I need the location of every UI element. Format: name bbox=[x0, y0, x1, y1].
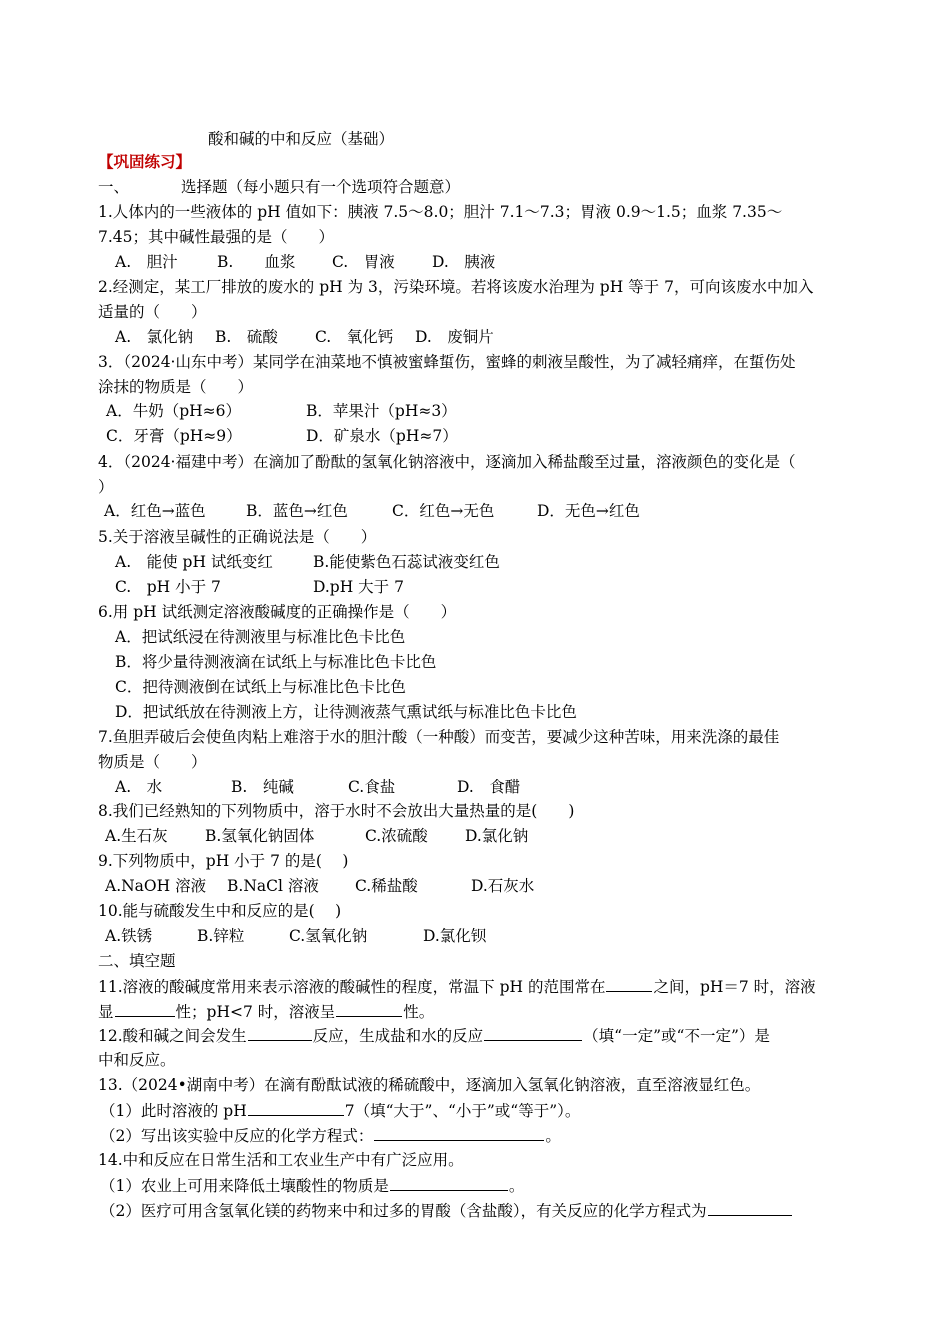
q14-sub1-text-b: 。 bbox=[508, 1177, 525, 1195]
q9-options bbox=[105, 875, 534, 897]
q14-sub1-text-a: （1）农业上可用来降低土壤酸性的物质是 bbox=[100, 1177, 389, 1195]
q14-sub1 bbox=[100, 1174, 524, 1197]
q11-text-e: 性。 bbox=[403, 1003, 435, 1021]
q3-option-a: A．牛奶（pH≈6） bbox=[106, 402, 241, 420]
q1-option-a: A. 胆汁 bbox=[115, 253, 178, 271]
part1-heading bbox=[98, 176, 460, 198]
q14-blank-substance[interactable] bbox=[390, 1174, 508, 1191]
q5-option-c: C. pH 小于 7 bbox=[115, 578, 221, 596]
q9-option-d: D.石灰水 bbox=[471, 877, 535, 895]
q2-line1: 2.经测定，某工厂排放的废水的 pH 为 3，污染环境。若将该废水治理为 pH 等于 7，可向该废水中加入 bbox=[98, 278, 814, 296]
q7-line2: 物质是（ ） bbox=[98, 753, 207, 771]
q5-option-a: A. 能使 pH 试纸变红 bbox=[115, 553, 273, 571]
q6-option-a: A．把试纸浸在待测液里与标准比色卡比色 bbox=[115, 628, 406, 646]
q11-text-d: 性；pH<7 时，溶液呈 bbox=[175, 1003, 336, 1021]
q4-line1: 4．（2024·福建中考）在滴加了酚酞的氢氧化钠溶液中，逐滴加入稀盐酸至过量，溶液颜色的变化是（ bbox=[98, 453, 796, 471]
q4-option-b: B．蓝色→红色 bbox=[246, 502, 348, 520]
q6-line1: 6.用 pH 试纸测定溶液酸碱度的正确操作是（ ） bbox=[98, 603, 457, 621]
q7-option-a: A. 水 bbox=[115, 778, 163, 796]
q13-sub2-text-b: 。 bbox=[545, 1127, 561, 1145]
q10-options bbox=[105, 925, 486, 947]
q4-options bbox=[104, 500, 640, 522]
q8-option-d: D.氯化钠 bbox=[465, 827, 529, 845]
q4-option-c: C．红色→无色 bbox=[392, 502, 495, 520]
q1-options bbox=[115, 251, 495, 273]
q13-sub2 bbox=[100, 1124, 561, 1147]
q12-text-b: 反应，生成盐和水的反应 bbox=[312, 1027, 484, 1045]
q6-option-b: B．将少量待测液滴在试纸上与标准比色卡比色 bbox=[115, 653, 437, 671]
q14-blank-equation[interactable] bbox=[708, 1199, 792, 1216]
q7-option-c: C.食盐 bbox=[348, 778, 396, 796]
q8-option-c: C.浓硫酸 bbox=[365, 827, 428, 845]
q14-line1: 14.中和反应在日常生活和工农业生产中有广泛应用。 bbox=[98, 1151, 464, 1169]
q7-option-b: B. 纯碱 bbox=[231, 778, 294, 796]
part1-label: 选择题（每小题只有一个选项符合题意） bbox=[181, 178, 461, 196]
q1-option-b: B. 血浆 bbox=[217, 253, 296, 271]
q2-option-d: D. 废铜片 bbox=[415, 328, 494, 346]
q11-blank-neutral[interactable] bbox=[115, 1000, 175, 1017]
q8-line1: 8.我们已经熟知的下列物质中，溶于水时不会放出大量热量的是( ) bbox=[98, 802, 575, 820]
q11-blank-range[interactable] bbox=[606, 975, 652, 992]
q10-option-a: A.铁锈 bbox=[105, 927, 153, 945]
q2-option-a: A. 氯化钠 bbox=[115, 328, 194, 346]
q8-options bbox=[105, 825, 528, 847]
q3-option-b: B．苹果汁（pH≈3） bbox=[306, 402, 457, 420]
q13-line1: 13.（2024•湖南中考）在滴有酚酞试液的稀硫酸中，逐滴加入氢氧化钠溶液，直至溶液显红色。 bbox=[98, 1076, 761, 1094]
q13-sub1-text-b: 7（填“大于”、“小于”或“等于”）。 bbox=[344, 1102, 581, 1120]
q12-blank-definite[interactable] bbox=[484, 1024, 582, 1041]
q9-option-c: C.稀盐酸 bbox=[355, 877, 418, 895]
q9-option-b: B.NaCl 溶液 bbox=[227, 877, 319, 895]
q5-options-row2 bbox=[115, 576, 404, 598]
q9-line1: 9.下列物质中，pH 小于 7 的是( ) bbox=[98, 852, 349, 870]
q5-option-d: D.pH 大于 7 bbox=[313, 578, 404, 596]
q7-option-d: D. 食醋 bbox=[457, 778, 521, 796]
q10-option-d: D.氯化钡 bbox=[423, 927, 487, 945]
q4-option-d: D．无色→红色 bbox=[537, 502, 640, 520]
q2-options bbox=[115, 326, 494, 348]
q3-option-d: D．矿泉水（pH≈7） bbox=[306, 427, 458, 445]
q9-option-a: A.NaOH 溶液 bbox=[105, 877, 207, 895]
q4-line2: ） bbox=[98, 478, 114, 496]
q11-text-c: 显 bbox=[98, 1003, 114, 1021]
q12-text-a: 12.酸和碱之间会发生 bbox=[98, 1027, 247, 1045]
q11-text-b: 之间，pH＝7 时，溶液 bbox=[653, 978, 816, 996]
q8-option-a: A.生石灰 bbox=[105, 827, 168, 845]
q11-line2 bbox=[98, 1000, 434, 1023]
part2-heading: 二、填空题 bbox=[98, 952, 176, 970]
q3-line2: 涂抹的物质是（ ） bbox=[98, 378, 254, 396]
q12-text-c: （填“一定”或“不一定”）是 bbox=[583, 1027, 770, 1045]
q1-line1: 1.人体内的一些液体的 pH 值如下：胰液 7.5～8.0；胆汁 7.1～7.3；胃液 0.9～1.5；血浆 7.35～ bbox=[98, 203, 783, 221]
q10-option-c: C.氢氧化钠 bbox=[289, 927, 368, 945]
q1-option-d: D. 胰液 bbox=[432, 253, 496, 271]
q2-option-c: C. 氧化钙 bbox=[315, 328, 394, 346]
q11-blank-acidic[interactable] bbox=[336, 1000, 402, 1017]
q3-options-row2 bbox=[106, 425, 458, 447]
q3-option-c: C．牙膏（pH≈9） bbox=[106, 427, 242, 445]
q6-option-d: D．把试纸放在待测液上方，让待测液蒸气熏试纸与标准比色卡比色 bbox=[115, 703, 577, 721]
q13-sub1-text-a: （1）此时溶液的 pH bbox=[100, 1102, 247, 1120]
q13-sub1 bbox=[100, 1099, 580, 1122]
q7-options bbox=[115, 776, 520, 798]
q12-line1 bbox=[98, 1024, 770, 1047]
q3-line1: 3．（2024·山东中考）某同学在油菜地不慎被蜜蜂蜇伤，蜜蜂的刺液呈酸性，为了减轻痛痒，在蜇伤处 bbox=[98, 353, 796, 371]
q5-line1: 5.关于溶液呈碱性的正确说法是（ ） bbox=[98, 528, 377, 546]
q2-line2: 适量的（ ） bbox=[98, 303, 207, 321]
q14-sub2-text: （2）医疗可用含氢氧化镁的药物来中和过多的胃酸（含盐酸），有关反应的化学方程式为 bbox=[100, 1202, 707, 1220]
q13-sub2-text-a: （2）写出该实验中反应的化学方程式： bbox=[100, 1127, 374, 1145]
q3-options-row1 bbox=[106, 400, 457, 422]
q4-option-a: A．红色→蓝色 bbox=[104, 502, 206, 520]
q14-sub2 bbox=[100, 1199, 793, 1222]
q11-text-a: 11.溶液的酸碱度常用来表示溶液的酸碱性的程度，常温下 pH 的范围常在 bbox=[98, 978, 606, 996]
section-heading: 【巩固练习】 bbox=[98, 152, 192, 171]
q6-option-c: C．把待测液倒在试纸上与标准比色卡比色 bbox=[115, 678, 406, 696]
q5-options-row1 bbox=[115, 551, 500, 573]
q8-option-b: B.氢氧化钠固体 bbox=[205, 827, 315, 845]
q1-line2: 7.45；其中碱性最强的是（ ） bbox=[98, 228, 335, 246]
q10-line1: 10.能与硫酸发生中和反应的是( ) bbox=[98, 902, 342, 920]
q13-blank-ph[interactable] bbox=[248, 1099, 344, 1116]
q1-option-c: C. 胃液 bbox=[332, 253, 395, 271]
q13-blank-equation[interactable] bbox=[374, 1124, 544, 1141]
part1-number: 一、 bbox=[98, 178, 130, 196]
page-title: 酸和碱的中和反应（基础） bbox=[208, 130, 395, 148]
q11-line1 bbox=[98, 975, 816, 998]
q12-blank-reaction[interactable] bbox=[248, 1024, 312, 1041]
q12-line2: 中和反应。 bbox=[98, 1051, 176, 1069]
q5-option-b: B.能使紫色石蕊试液变红色 bbox=[313, 553, 500, 571]
q7-line1: 7.鱼胆弄破后会使鱼肉粘上难溶于水的胆汁酸（一种酸）而变苦，要减少这种苦味，用来洗涤的最佳 bbox=[98, 728, 780, 746]
q10-option-b: B.锌粒 bbox=[197, 927, 245, 945]
q2-option-b: B. 硫酸 bbox=[215, 328, 278, 346]
